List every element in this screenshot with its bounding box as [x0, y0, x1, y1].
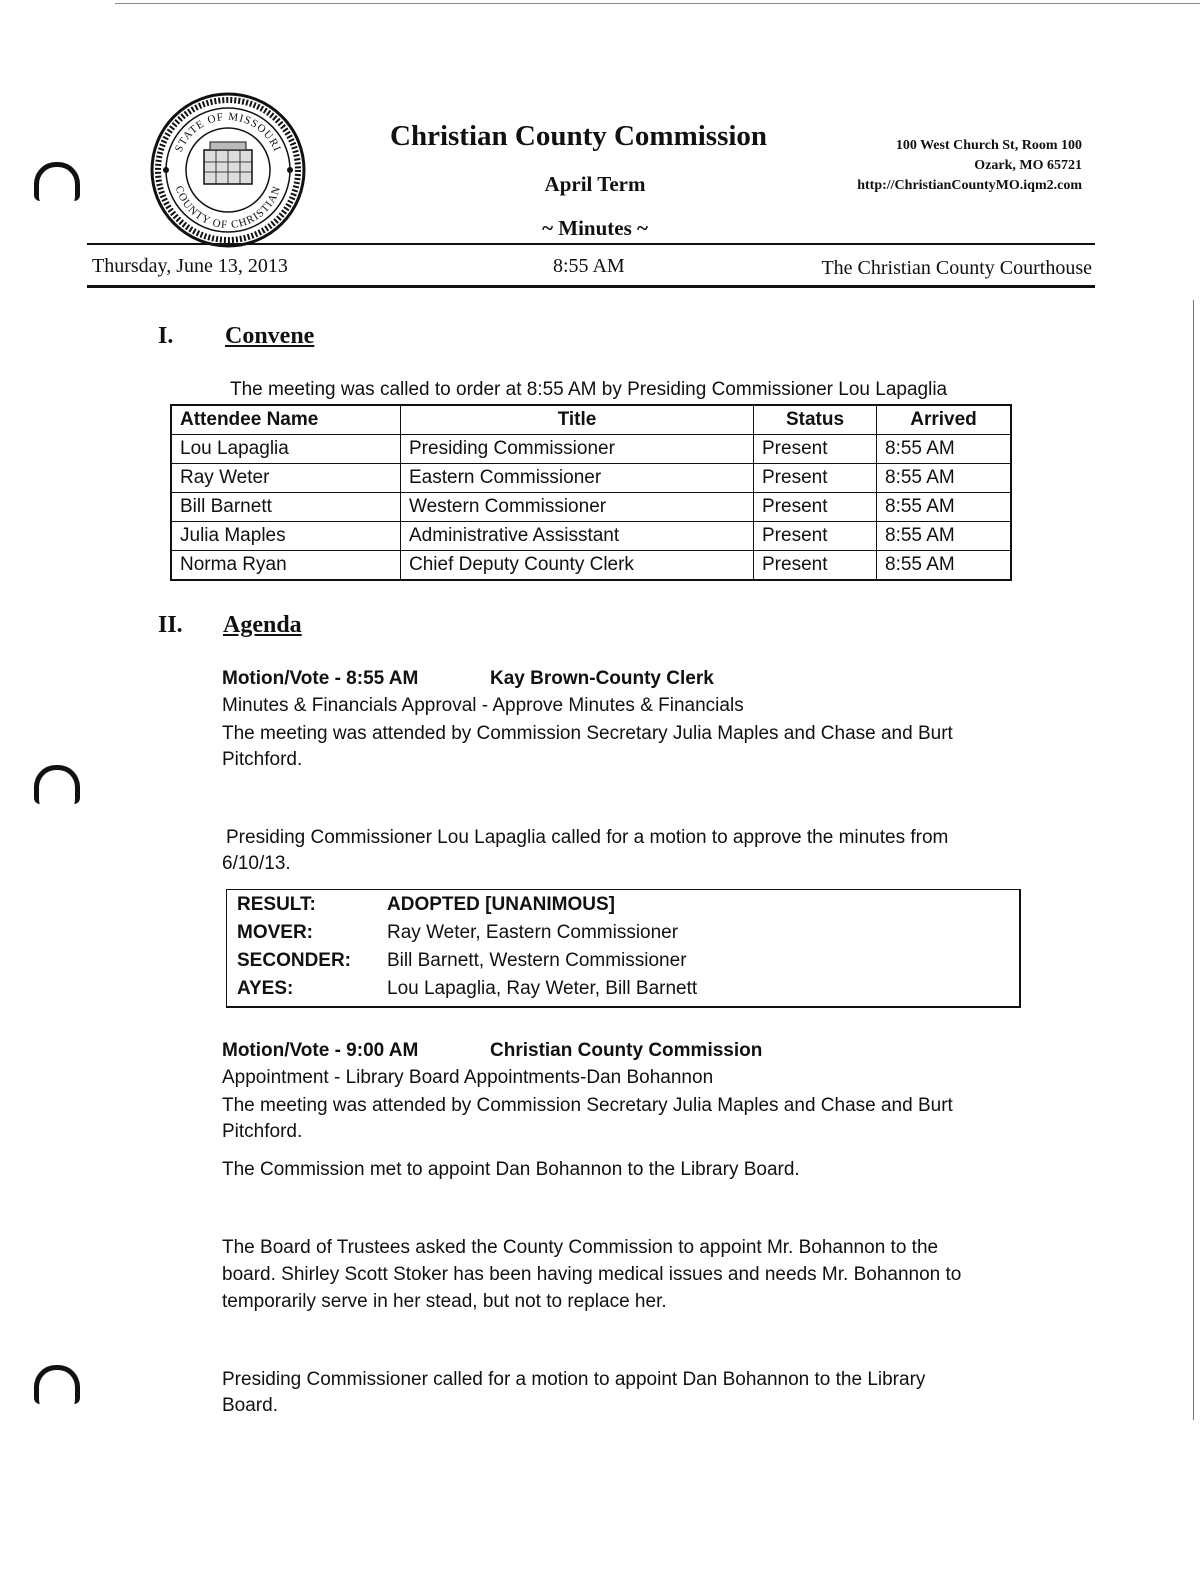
column-header: Status — [754, 405, 877, 435]
trustees-note: temporarily serve in her stead, but not to replace her. — [222, 1291, 667, 1312]
attendee-name: Julia Maples — [171, 522, 401, 551]
attendee-name: Norma Ryan — [171, 551, 401, 581]
seconder-value: Bill Barnett, Western Commissioner — [387, 950, 687, 971]
org-title: Christian County Commission — [390, 120, 768, 152]
motion-call: Presiding Commissioner called for a motion to appoint Dan Bohannon to the Library — [222, 1369, 926, 1390]
attendee-title: Western Commissioner — [401, 493, 754, 522]
attendee-title: Administrative Assisstant — [401, 522, 754, 551]
punch-hole-icon — [34, 765, 80, 804]
seal-bottom-text: COUNTY OF CHRISTIAN — [172, 184, 284, 232]
attendee-name: Bill Barnett — [171, 493, 401, 522]
county-seal-icon — [148, 90, 308, 250]
attendee-arrived: 8:55 AM — [877, 493, 1012, 522]
table-row — [171, 551, 1011, 581]
seal-top-text: STATE OF MISSOURI — [172, 110, 284, 154]
attendee-status: Present — [754, 493, 877, 522]
attendance-note: The meeting was attended by Commission Secretary Julia Maples and Chase and Burt — [222, 1095, 953, 1116]
purpose-note: The Commission met to appoint Dan Bohannon to the Library Board. — [222, 1159, 800, 1180]
ayes-label: AYES: — [237, 978, 294, 999]
result-row — [237, 894, 615, 922]
table-row — [171, 435, 1011, 464]
attendee-arrived: 8:55 AM — [877, 522, 1012, 551]
attendee-name: Lou Lapaglia — [171, 435, 401, 464]
meeting-location: The Christian County Courthouse — [821, 257, 1092, 279]
scan-edge-line — [115, 3, 1200, 4]
attendance-note: Pitchford. — [222, 1121, 303, 1142]
motion-subject: Appointment - Library Board Appointments-Dan Bohannon — [222, 1067, 714, 1088]
trustees-note: The Board of Trustees asked the County Commission to appoint Mr. Bohannon to the — [222, 1237, 939, 1258]
attendance-note: Pitchford. — [222, 749, 303, 770]
address-block — [830, 136, 1082, 196]
attendee-title: Chief Deputy County Clerk — [401, 551, 754, 581]
trustees-note: board. Shirley Scott Stoker has been having medical issues and needs Mr. Bohannon to — [222, 1264, 962, 1285]
section-number: I. — [158, 323, 174, 349]
result-row — [237, 978, 697, 1006]
motion-subject: Minutes & Financials Approval - Approve Minutes & Financials — [222, 695, 744, 716]
motion-presenter: Kay Brown-County Clerk — [490, 668, 714, 689]
mover-value: Ray Weter, Eastern Commissioner — [387, 922, 679, 943]
section-title-convene: Convene — [225, 323, 315, 349]
attendee-arrived: 8:55 AM — [877, 435, 1012, 464]
result-value: ADOPTED [UNANIMOUS] — [387, 894, 615, 915]
column-header: Arrived — [877, 405, 1012, 435]
table-row — [171, 464, 1011, 493]
attendee-status: Present — [754, 464, 877, 493]
column-header: Title — [401, 405, 754, 435]
address-line: 100 West Church St, Room 100 — [895, 138, 1082, 153]
result-row — [237, 922, 678, 950]
attendee-table — [170, 404, 1012, 581]
minutes-label: ~ Minutes ~ — [542, 216, 648, 240]
header-divider — [87, 285, 1095, 288]
punch-hole-icon — [34, 1365, 80, 1404]
motion-label: Motion/Vote - 8:55 AM — [222, 668, 419, 689]
mover-label: MOVER: — [237, 922, 313, 943]
result-row — [237, 950, 687, 978]
table-header-row — [171, 405, 1011, 435]
attendee-arrived: 8:55 AM — [877, 551, 1012, 581]
ayes-value: Lou Lapaglia, Ray Weter, Bill Barnett — [387, 978, 698, 999]
motion-call: 6/10/13. — [222, 853, 291, 874]
vote-result-box — [226, 889, 1021, 1008]
header-divider — [87, 243, 1095, 245]
meeting-time: 8:55 AM — [553, 255, 625, 277]
attendee-name: Ray Weter — [171, 464, 401, 493]
table-row — [171, 522, 1011, 551]
attendee-title: Eastern Commissioner — [401, 464, 754, 493]
section-title-agenda: Agenda — [223, 612, 302, 638]
column-header: Attendee Name — [171, 405, 401, 435]
attendee-arrived: 8:55 AM — [877, 464, 1012, 493]
punch-hole-icon — [34, 162, 80, 201]
scan-edge-line — [1193, 300, 1194, 1420]
attendee-status: Present — [754, 435, 877, 464]
attendance-note: The meeting was attended by Commission Secretary Julia Maples and Chase and Burt — [222, 723, 953, 744]
table-row — [171, 493, 1011, 522]
motion-presenter: Christian County Commission — [490, 1040, 763, 1061]
motion-label: Motion/Vote - 9:00 AM — [222, 1040, 419, 1061]
attendee-status: Present — [754, 522, 877, 551]
seconder-label: SECONDER: — [237, 950, 352, 971]
svg-text:COUNTY OF CHRISTIAN — [173, 184, 284, 231]
attendee-title: Presiding Commissioner — [401, 435, 754, 464]
meeting-date: Thursday, June 13, 2013 — [92, 255, 288, 277]
result-label: RESULT: — [237, 894, 316, 915]
address-line: Ozark, MO 65721 — [974, 158, 1082, 173]
convene-intro: The meeting was called to order at 8:55 AM by Presiding Commissioner Lou Lapaglia — [230, 379, 948, 400]
term-label: April Term — [544, 172, 646, 196]
section-number: II. — [158, 612, 183, 638]
attendee-status: Present — [754, 551, 877, 581]
website-link[interactable]: http://ChristianCountyMO.iqm2.com — [857, 178, 1082, 193]
motion-call: Presiding Commissioner Lou Lapaglia called for a motion to approve the minutes from — [226, 827, 949, 848]
motion-call: Board. — [222, 1395, 278, 1416]
